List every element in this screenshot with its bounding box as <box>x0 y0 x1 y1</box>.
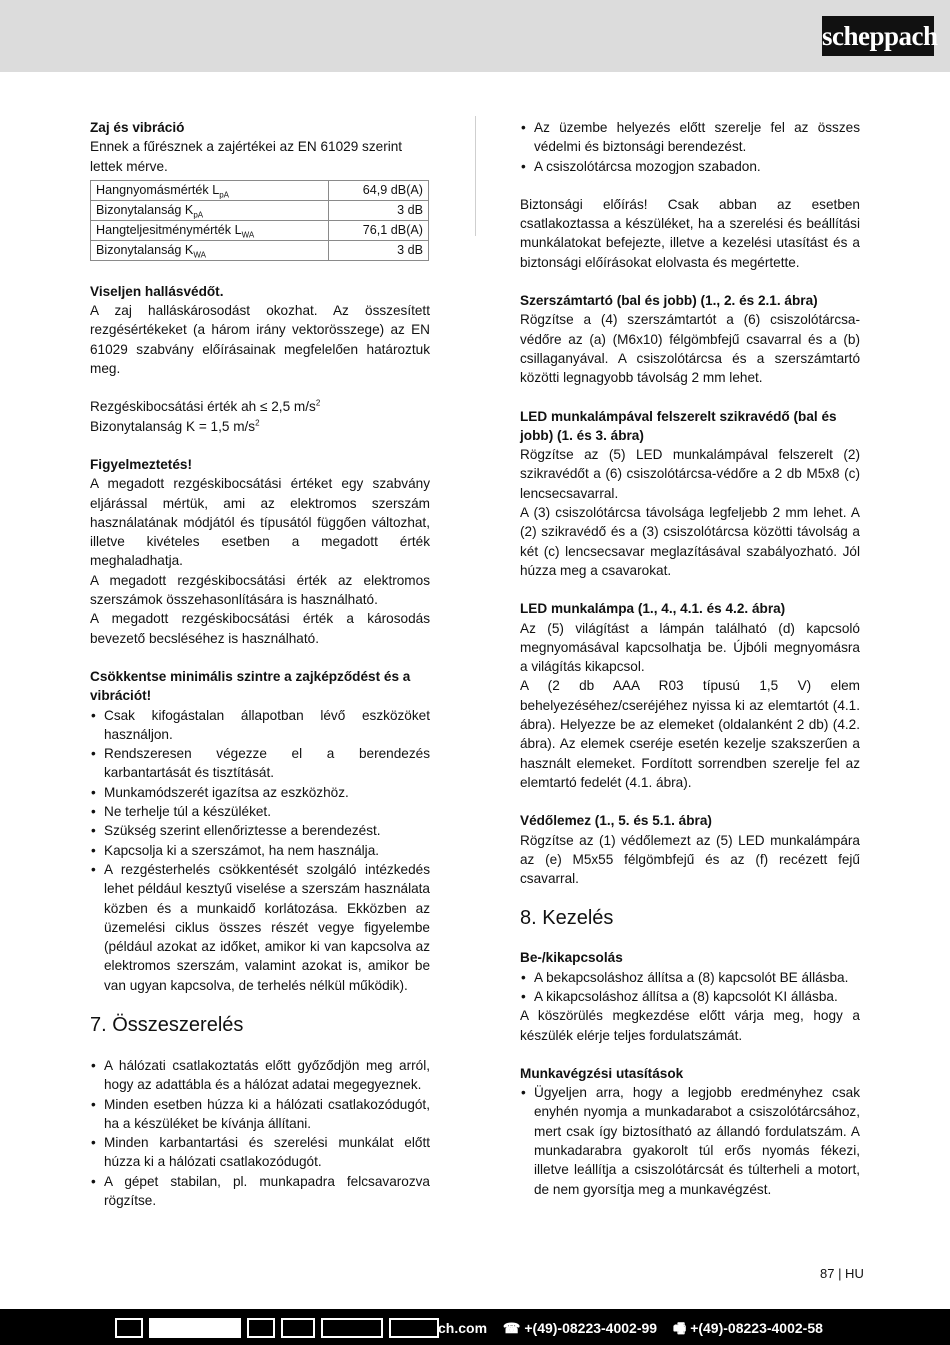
fax-icon: 🖷 <box>672 1320 687 1336</box>
noise-table <box>90 180 429 261</box>
hearing-text: A zaj halláskárosodást okozhat. Az összesített rezgésértékeket (a három irány vektorösszege) az EN 61029 szabvány előírásainak megfelelően határoztuk meg. <box>90 303 430 377</box>
table-row <box>91 220 429 240</box>
warning-paragraph: A megadott rezgéskibocsátási értéket egy szabvány eljárással mértük, ami az elektromos szerszám használatának módjától és típusától függően változhat, illetve kivételes esetben a megadott érték meghaladhatja. <box>90 476 430 569</box>
footer-fax: +(49)-08223-4002-58 <box>690 1320 823 1336</box>
table-row <box>91 200 429 220</box>
left-column <box>90 118 430 1210</box>
noise-heading: Zaj és vibráció <box>90 120 185 135</box>
vibration-value: Rezgéskibocsátási érték ah ≤ 2,5 $m/s^2$ <box>90 398 321 415</box>
right-column <box>520 118 860 1199</box>
warning-paragraph: A megadott rezgéskibocsátási érték az elektromos szerszámok összehasonlítására is használható. <box>90 572 430 608</box>
list-item: • Rendszeresen végezze el a berendezés karbantartását és tisztítását. <box>90 744 430 783</box>
scheppach-logo: scheppach <box>822 16 934 56</box>
list-item: • Munkamódszerét igazítsa az eszközhöz. <box>90 783 430 802</box>
tool-rest-heading: Szerszámtartó (bal és jobb) (1., 2. és 2.1. ábra) <box>520 293 818 309</box>
operation-heading: 8. Kezelés <box>520 907 614 930</box>
table-cell-value: 64,9 dB(A) <box>328 180 428 200</box>
noise-intro: Ennek a fűrésznek a zajértékei az EN 61029 szerint lettek mérve. <box>90 139 403 174</box>
list-item: • A csiszolótárcsa mozogjon szabadon. <box>520 157 860 176</box>
list-item: • Minden esetben húzza ki a hálózati csatlakozódugót, ha a készüléket be kívánja állítani. <box>90 1095 430 1134</box>
table-cell-value: 76,1 dB(A) <box>328 220 428 240</box>
table-cell-label: Hangnyomásmérték $L_{pA}$ <box>91 180 329 200</box>
list-item: • Csak kifogástalan állapotban lévő eszközöket használjon. <box>90 706 430 745</box>
table-cell-value: 3 dB <box>328 200 428 220</box>
list-item: • A hálózati csatlakoztatás előtt győződjön meg arról, hogy az adattábla és a hálózat adatai megegyeznek. <box>90 1056 430 1095</box>
list-item: • Ügyeljen arra, hogy a legjobb eredményhez csak enyhén nyomja a munkadarabot a csiszolótárcsához, mert csak így biztosítható az állandó fordulatszám. A munkadarabra gyakorolt túl erős nyomás fékezi, illetve leállítja a csiszolótárcsát és túlterheli a motort, de nem gyorsítja meg a munkavégzést. <box>520 1083 860 1199</box>
footer-web-text-garbled <box>115 1318 445 1340</box>
assembly-list <box>90 1056 430 1210</box>
page-number: 87 | HU <box>820 1266 864 1281</box>
warning-paragraph: A megadott rezgéskibocsátási érték a károsodás bevezető becsléséhez is használható. <box>90 611 430 646</box>
protective-plate-heading: Védőlemez (1., 5. és 5.1. ábra) <box>520 813 712 829</box>
onoff-heading: Be-/kikapcsolás <box>520 950 623 966</box>
assembly-heading: 7. Összeszerelés <box>90 1013 244 1036</box>
list-item: • Kapcsolja ki a szerszámot, ha nem használja. <box>90 841 430 860</box>
list-item: • A kikapcsoláshoz állítsa a (8) kapcsolót KI állásba. <box>520 987 860 1006</box>
list-item: • A rezgésterhelés csökkentését szolgáló intézkedés lehet például kesztyű viselése a szerszám használata közben és a munkaidő korlátozása. Ekközben az üzemelési ciklus összes részét vegye figyelembe (például azokat az időket, amikor ki van kapcsolva az elektromos szerszám, valamint azokat is, amikor be van ugyan kapcsolva, de terhelés nélkül működik). <box>90 860 430 995</box>
tool-rest-text: Rögzítse a (4) szerszámtartót a (6) csiszolótárcsa-védőre az (a) (M6x10) félgömbfejű csavarral és a (b) csillaganyával. A csiszolótárcsa és a szerszámtartó közötti legnagyobb távolság 2 mm lehet. <box>520 312 860 386</box>
onoff-list <box>520 968 860 1007</box>
list-item: • Minden karbantartási és szerelési munkálat előtt húzza ki a hálózati csatlakozódugót. <box>90 1133 430 1172</box>
led-lamp-heading: LED munkalámpa (1., 4., 4.1. és 4.2. ábra) <box>520 601 786 617</box>
list-item: • A gépet stabilan, pl. munkapadra felcsavarozva rögzítse. <box>90 1172 430 1211</box>
led-lamp-paragraph: Az (5) világítást a lámpán található (d) kapcsoló megnyomásával kapcsolhatja be. Újbóli megnyomásra a világítás kikapcsol. <box>520 620 860 675</box>
work-list <box>520 1083 860 1199</box>
table-cell-label: Hangteljesitménymérték $L_{WA}$ <box>91 220 329 240</box>
footer-bar <box>0 1309 950 1345</box>
work-instructions-heading: Munkavégzési utasítások <box>520 1065 684 1081</box>
table-cell-label: Bizonytalanság $K_{WA}$ <box>91 240 329 260</box>
spark-guard-paragraph: A (3) csiszolótárcsa távolsága legfeljebb 2 mm lehet. A (2) szikravédő és a (3) csiszolótárcsa közötti távolság a két (c) lencsecsavar meglazításával szabályozható. Jól húzza meg a csavarokat. <box>520 505 860 578</box>
hearing-heading: Viseljen hallásvédőt. <box>90 283 224 299</box>
warning-heading: Figyelmeztetés! <box>90 456 192 472</box>
reduce-heading: Csökkentse minimális szintre a zajképződést és a vibrációt! <box>90 668 411 704</box>
phone-icon: ☎ <box>502 1320 521 1336</box>
spark-guard-heading: LED munkalámpával felszerelt szikravédő (bal és jobb) (1. és 3. ábra) <box>520 408 837 443</box>
column-divider <box>475 116 476 236</box>
uncertainty-value: Bizonytalanság K = 1,5 $m/s^2$ <box>90 418 260 434</box>
table-cell-label: Bizonytalanság $K_{pA}$ <box>91 200 329 220</box>
led-lamp-paragraph: A (2 db AAA R03 típusú 1,5 V) elem behelyezéséhez/cseréjéhez nyissa ki az elemtartót (4.1. ábra). Helyezze be az elemeket (oldalanként 2 db) (4.2. ábra). Az elemek cseréje esetén kezelje szakszerűen a használt elemeket. Fordított sorrendben szerelje fel az elemtartó fedelét (4.1. ábra). <box>520 678 860 790</box>
header-bar <box>0 0 950 72</box>
onoff-text: A köszörülés megkezdése előtt várja meg, hogy a készülék elérje teljes fordulatszámát. <box>520 1008 860 1043</box>
preparation-list <box>520 118 860 176</box>
protective-plate-text: Rögzítse az (1) védőlemezt az (5) LED munkalámpára az (e) M5x55 félgömbfejű és az (f) recézett fejű csavarral. <box>520 832 860 887</box>
table-row <box>91 240 429 260</box>
list-item: • Szükség szerint ellenőriztesse a berendezést. <box>90 821 430 840</box>
reduce-list <box>90 706 430 995</box>
safety-text: Biztonsági előírás! Csak abban az esetben csatlakoztassa a készüléket, ha a szerelési és beállítási munkálatokat befejezte, illetve a kezelési utasítást és a biztonsági előírásokat elolvasta és megértette. <box>520 196 860 270</box>
list-item: • Az üzembe helyezés előtt szerelje fel az összes védelmi és biztonsági berendezést. <box>520 118 860 157</box>
footer-contact <box>438 1318 835 1342</box>
spark-guard-paragraph: Rögzítse az (5) LED munkalámpával felszerelt (2) szikravédőt a (6) csiszolótárcsa-védőre a 2 db M5x8 (c) lencsecsavarral. <box>520 447 860 501</box>
list-item: • Ne terhelje túl a készüléket. <box>90 802 430 821</box>
table-cell-value: 3 dB <box>328 240 428 260</box>
list-item: • A bekapcsoláshoz állítsa a (8) kapcsolót BE állásba. <box>520 968 860 987</box>
footer-web-suffix: ch.com <box>438 1320 488 1336</box>
footer-phone: +(49)-08223-4002-99 <box>524 1320 658 1336</box>
table-row <box>91 180 429 200</box>
